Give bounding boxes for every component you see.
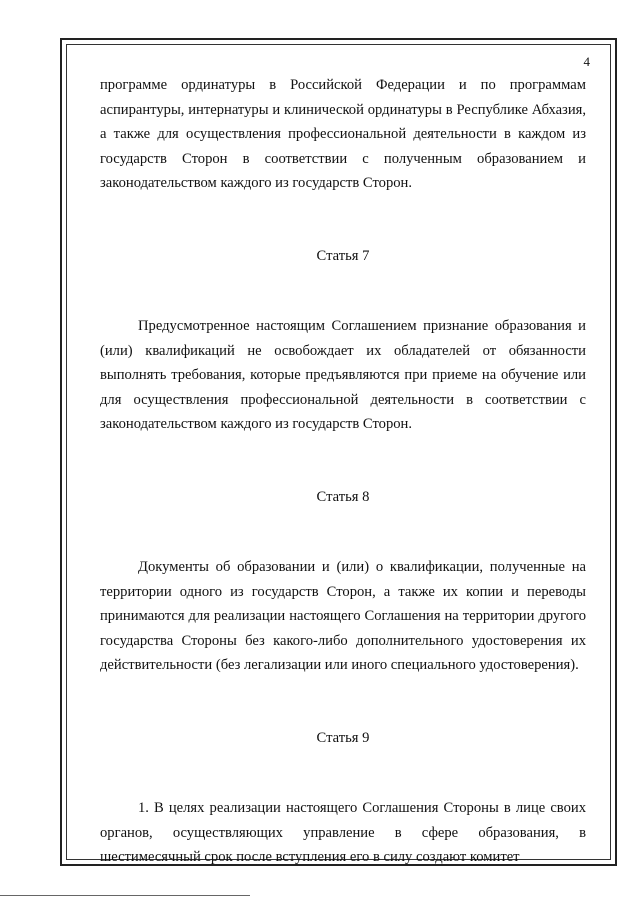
article-8-text: Документы об образовании и (или) о квалификации, полученные на территории одного из государств Сторон, а также их копии и переводы принимаются для реализации настоящего Соглашения на территории другого государства Стороны без какого-либо дополнительного удостоверения их действительности (без легализации или иного специального удостоверения). [100,559,586,673]
bottom-rule [0,895,250,896]
document-body [100,73,586,870]
article-9-heading: Статья 9 [316,729,370,746]
article-8-heading: Статья 8 [316,488,370,505]
article-7-heading: Статья 7 [316,247,370,264]
article-7-text: Предусмотренное настоящим Соглашением признание образования и (или) квалификаций не освобождает их обладателей от обязанности выполнять требования, которые предъявляются при приеме на обучение или для осуществления профессиональной деятельности в соответствии с законодательством каждого из государств Сторон. [100,318,586,432]
page-number: 4 [583,54,590,69]
article-9-text: 1. В целях реализации настоящего Соглашения Стороны в лице своих органов, осуществляющих управление в сфере образования, в шестимесячный срок после вступления его в силу создают комитет [100,800,586,865]
paragraph-continuation: программе ординатуры в Российской Федерации и по программам аспирантуры, интернатуры и клинической ординатуры в Республике Абхазия, а также для осуществления профессиональной деятельности в каждом из государств Сторон в соответствии с полученным образованием и законодательством каждого из государств Сторон. [100,77,586,191]
